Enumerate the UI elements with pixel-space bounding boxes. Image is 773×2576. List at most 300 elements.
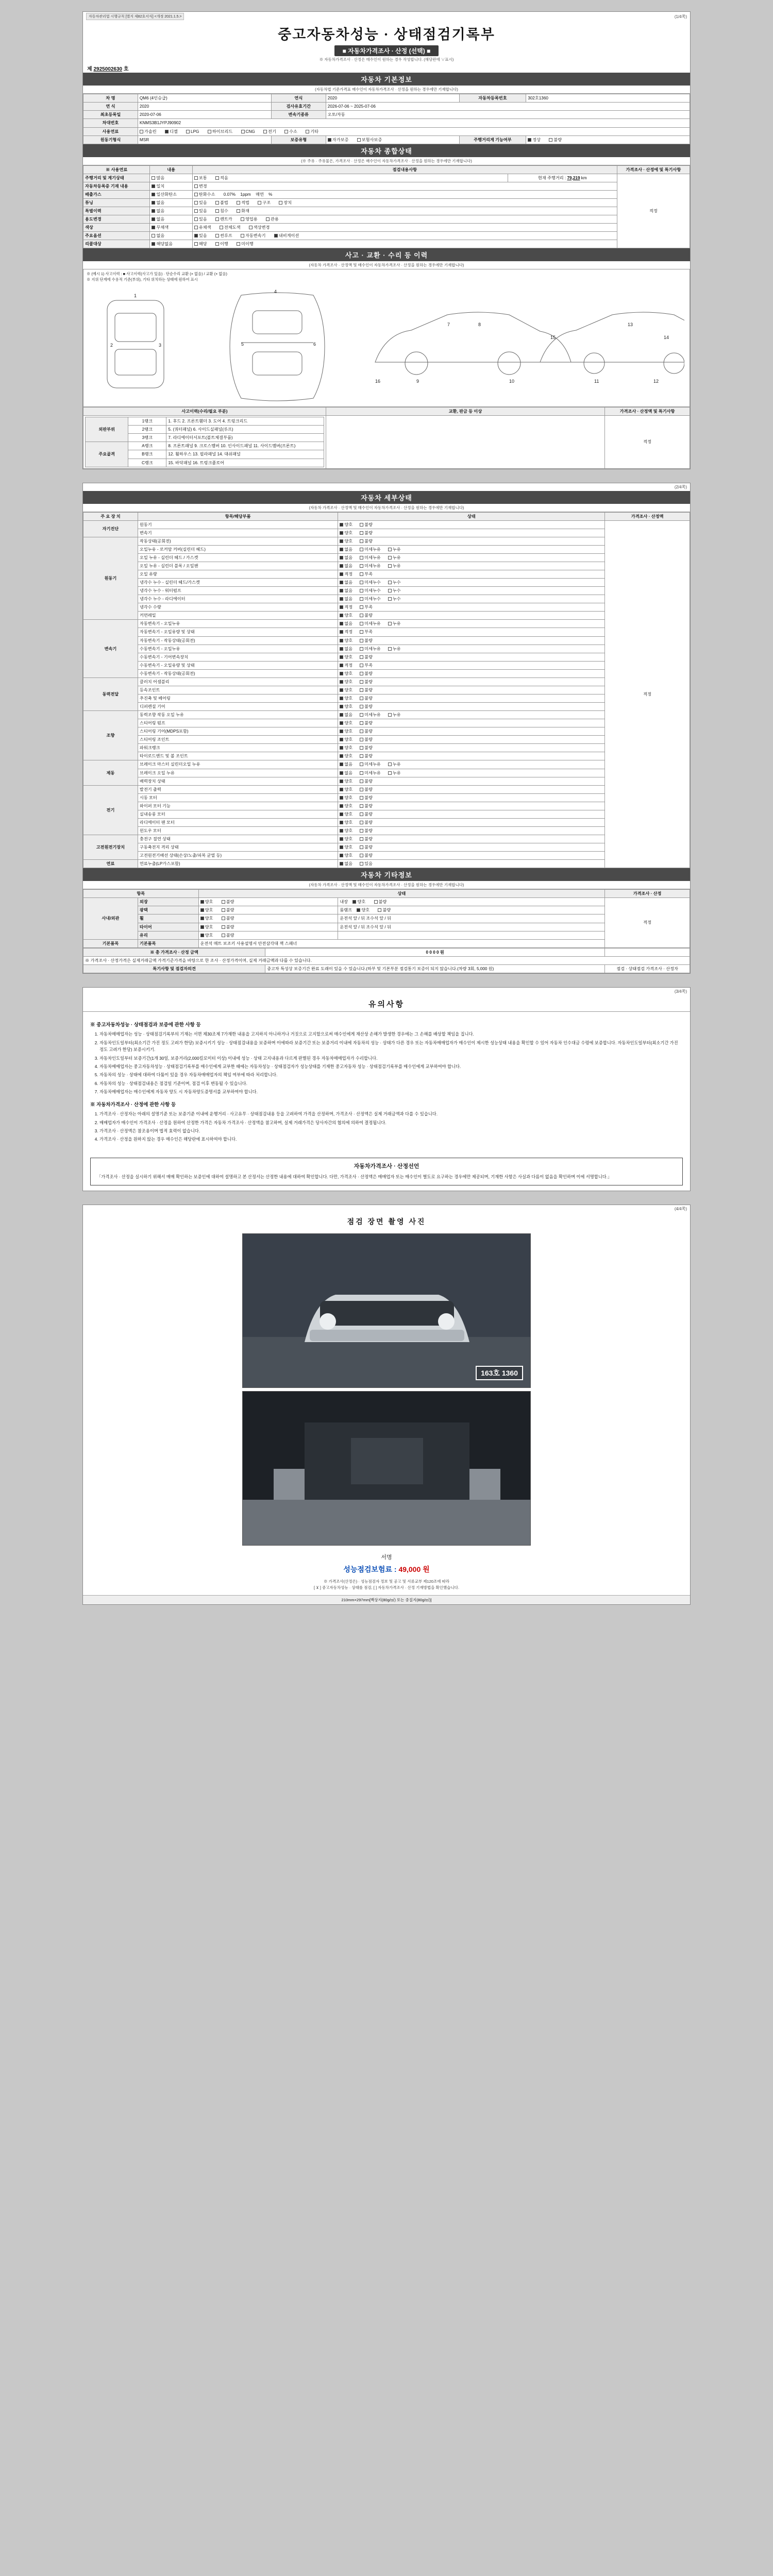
int-opt-1[interactable]: 불량: [374, 900, 391, 904]
detail-item-label: 오일 누유 - 실린더 헤드 / 가스켓: [138, 553, 338, 562]
detail-opt-1[interactable]: 있음: [360, 861, 376, 866]
photo-underbody: [242, 1391, 531, 1546]
detail-item-options[interactable]: [338, 612, 605, 620]
color-full-paint[interactable]: 전체도색: [220, 225, 244, 230]
detail-opt-2[interactable]: 누수: [388, 580, 405, 585]
tuning-structure[interactable]: 구조: [258, 200, 274, 205]
mileage-current-label: 현재 주행거리 :: [537, 175, 566, 180]
detail-item-label: 오일 유량: [138, 570, 338, 579]
overall-reg-opt1[interactable]: [192, 182, 617, 190]
overall-mileage-opts[interactable]: [150, 174, 192, 182]
signature-row: [83, 1549, 690, 1562]
detail-item-options[interactable]: [338, 620, 605, 628]
table-row: [83, 727, 690, 736]
detail-opt-0[interactable]: 양호: [340, 828, 356, 833]
others-int-cell[interactable]: [338, 898, 605, 906]
mileage-opt-0[interactable]: 많음: [152, 176, 168, 180]
detail-opt-0[interactable]: 적정: [340, 663, 356, 668]
detail-item-options[interactable]: [338, 537, 605, 545]
detail-opt-1[interactable]: 불량: [360, 522, 376, 527]
emission-smoke-value: %: [268, 192, 273, 197]
detail-opt-0[interactable]: 양호: [340, 696, 356, 701]
table-row: [83, 906, 690, 914]
detail-group-label: 제동: [83, 760, 138, 785]
others-col-1: 상태: [198, 890, 605, 898]
color-opt-1[interactable]: 유채색: [194, 225, 215, 230]
detail-item-options[interactable]: [338, 860, 605, 868]
overall-mileage-opts2[interactable]: [192, 174, 508, 182]
glass-opt-0[interactable]: 양호: [200, 933, 217, 938]
others-int-label: 내장: [340, 900, 348, 905]
detail-item-options[interactable]: [338, 570, 605, 579]
notice-item: 6. 자동차의 성능 · 상태점검내용은 점검일 기준이며, 점검 이후 변동될 수 있습니다.: [99, 1080, 683, 1087]
basic-fuel-label: 사용연료: [83, 127, 138, 135]
detail-opt-1[interactable]: 불량: [360, 671, 376, 676]
detail-opt-1[interactable]: 불량: [360, 737, 376, 742]
fuel-opt-3[interactable]: 하이브리드: [208, 129, 237, 134]
notice-item: 4. 가격조사 · 산정을 원하지 않는 경우 매수인은 해당란에 표시하여야 합니다.: [99, 1136, 683, 1143]
detail-item-options[interactable]: [338, 777, 605, 785]
detail-opt-0[interactable]: 없음: [340, 762, 356, 767]
table-row: [83, 914, 690, 923]
overall-history-opt0[interactable]: [150, 207, 192, 215]
roomlamp-opt-0[interactable]: 양호: [357, 908, 373, 912]
overall-mileage-value-cell: [508, 174, 617, 182]
wheel-opt-1[interactable]: 불량: [222, 916, 238, 921]
detail-item-options[interactable]: [338, 703, 605, 711]
overall-history-label: 특별이력: [83, 207, 150, 215]
detail-opt-1[interactable]: 불량: [360, 828, 376, 833]
glass-opt-1[interactable]: 불량: [222, 933, 238, 938]
detail-opt-1[interactable]: 미세누유: [360, 555, 384, 560]
recall-opt-1[interactable]: 해당: [194, 242, 211, 246]
detail-item-options[interactable]: [338, 711, 605, 719]
overall-history-rest[interactable]: [192, 207, 617, 215]
detail-item-options[interactable]: [338, 719, 605, 727]
detail-opt-0[interactable]: 양호: [340, 779, 356, 784]
detail-opt-1[interactable]: 불량: [360, 812, 376, 817]
detail-group-label: 동력전달: [83, 677, 138, 710]
detail-opt-1[interactable]: 불량: [360, 820, 376, 825]
basic-warranty-options[interactable]: [326, 135, 459, 144]
detail-opt-1[interactable]: 부족: [360, 663, 376, 668]
detail-opt-1[interactable]: 불량: [360, 680, 376, 684]
recall-notdone[interactable]: 미이행: [237, 242, 257, 246]
polish-opt-0[interactable]: 양호: [200, 908, 217, 912]
detail-item-options[interactable]: [338, 645, 605, 653]
detail-opt-1[interactable]: 부족: [360, 630, 376, 634]
overall-color-opt0[interactable]: [150, 224, 192, 232]
detail-item-options[interactable]: [338, 545, 605, 553]
detail-opt-0[interactable]: 양호: [340, 845, 356, 850]
detail-opt-0[interactable]: 없음: [340, 713, 356, 717]
detail-opt-1[interactable]: 부족: [360, 605, 376, 609]
detail-item-options[interactable]: [338, 595, 605, 603]
detail-opt-0[interactable]: 양호: [340, 704, 356, 709]
detail-opt-2[interactable]: 누유: [388, 771, 405, 775]
detail-opt-2[interactable]: 누수: [388, 597, 405, 601]
usage-rent[interactable]: 렌트카: [215, 217, 236, 222]
detail-opt-1[interactable]: 불량: [360, 804, 376, 808]
detail-item-options[interactable]: [338, 818, 605, 826]
detail-opt-0[interactable]: 양호: [340, 729, 356, 734]
section-others-note: (자동차 가격조사 · 산정액 및 매수인이 자동차가격조사 · 산정을 원하는 경우에만 기재합니다): [83, 881, 690, 889]
detail-item-options[interactable]: [338, 653, 605, 661]
detail-opt-2[interactable]: 누유: [388, 621, 405, 626]
detail-item-options[interactable]: [338, 769, 605, 777]
others-glass-opts[interactable]: [198, 931, 338, 939]
detail-opt-0[interactable]: 없음: [340, 647, 356, 651]
odo-func-opt-1[interactable]: 불량: [549, 138, 565, 142]
detail-item-options[interactable]: [338, 694, 605, 702]
usage-gov[interactable]: 관용: [266, 217, 282, 222]
detail-item-options[interactable]: [338, 587, 605, 595]
table-row: [83, 711, 690, 719]
detail-opt-1[interactable]: 불량: [360, 638, 376, 643]
detail-opt-1[interactable]: 불량: [360, 729, 376, 734]
svg-text:7: 7: [447, 322, 450, 328]
section-overall-note: (※ 주유 · 주유물은, 가격조사 · 산정은 매수인이 자동차가격조사 · 산정을 원하는 경우에만 기재합니다): [83, 157, 690, 165]
detail-opt-0[interactable]: 적정: [340, 572, 356, 577]
overall-tuning-opt0[interactable]: [150, 198, 192, 207]
reg-opt-1[interactable]: 변경: [194, 184, 211, 189]
tuning-device[interactable]: 장치: [279, 200, 295, 205]
detail-item-options[interactable]: [338, 636, 605, 645]
detail-opt-0[interactable]: 양호: [340, 655, 356, 659]
detail-item-label: 파워크랭크: [138, 744, 338, 752]
detail-opt-0[interactable]: 양호: [340, 853, 356, 858]
fuel-opt-4[interactable]: CNG: [241, 129, 259, 134]
detail-opt-0[interactable]: 양호: [340, 531, 356, 535]
detail-opt-1[interactable]: 불량: [360, 613, 376, 618]
detail-item-options[interactable]: [338, 843, 605, 852]
detail-item-options[interactable]: [338, 603, 605, 612]
detail-item-label: 발전기 출력: [138, 785, 338, 793]
basic-fuel-options[interactable]: [138, 127, 690, 135]
accident-detail-1: 1. 후드 2. 프론트휀더 3. 도어 4. 트렁크리드: [166, 417, 324, 426]
declaration-text: 「가격조사 · 산정을 실시하기 위해서 매매 확인하는 보증인에 대하여 설명하고 본 산정서는 산정한 내용에 대하여 확인합니다. 다만, 가격조사 · 산정액은 매매업자 또는 매수인이 별도로 요구하는 경우에만 제공되며, 기재한 사항은 사실과 다름이 없음을 확인하며 이에 서명합니다.」: [97, 1174, 612, 1180]
usage-opt-1[interactable]: 있음: [194, 217, 211, 222]
reg-opt-0[interactable]: 일치: [152, 184, 168, 189]
detail-opt-1[interactable]: 불량: [360, 845, 376, 850]
table-row: [83, 570, 690, 579]
detail-opt-1[interactable]: 불량: [360, 539, 376, 544]
detail-opt-0[interactable]: 없음: [340, 547, 356, 552]
mileage-opt-2[interactable]: 적음: [215, 176, 232, 180]
others-tire-opts[interactable]: [198, 923, 338, 931]
detail-opt-1[interactable]: 불량: [360, 655, 376, 659]
notice-list-2: [90, 1111, 683, 1143]
detail-opt-1[interactable]: 불량: [360, 531, 376, 535]
detail-opt-1[interactable]: 미세누유: [360, 621, 384, 626]
detail-opt-0[interactable]: 양호: [340, 539, 356, 544]
table-row: [83, 810, 690, 818]
overall-col-3: 가격조사 · 산정에 및 특기사항: [617, 165, 690, 174]
photos-footnote: [83, 1579, 690, 1595]
detail-opt-0[interactable]: 양호: [340, 737, 356, 742]
detail-opt-1[interactable]: 불량: [360, 745, 376, 750]
detail-opt-2[interactable]: 누유: [388, 762, 405, 767]
detail-item-label: 커먼레일: [138, 612, 338, 620]
roomlamp-opt-1[interactable]: 불량: [378, 908, 394, 912]
overall-tuning-rest[interactable]: [192, 198, 617, 207]
emission-opt-1[interactable]: 탄화수소: [194, 192, 219, 197]
detail-opt-2[interactable]: 누수: [388, 588, 405, 593]
detail-opt-1[interactable]: 불량: [360, 704, 376, 709]
detail-item-options[interactable]: [338, 628, 605, 636]
detail-item-options[interactable]: [338, 744, 605, 752]
detail-opt-1[interactable]: 미세누유: [360, 647, 384, 651]
color-changed[interactable]: 색상변경: [249, 225, 274, 230]
tire-opt-0[interactable]: 양호: [200, 925, 217, 929]
accident-panel-title: 교환, 판금 등 이상: [326, 408, 604, 416]
detail-item-options[interactable]: [338, 835, 605, 843]
overall-color-rest[interactable]: [192, 224, 617, 232]
detail-opt-0[interactable]: 양호: [340, 787, 356, 792]
detail-opt-0[interactable]: 양호: [340, 688, 356, 692]
fuel-opt-2[interactable]: LPG: [186, 129, 203, 134]
history-flood[interactable]: 침수: [215, 209, 232, 213]
detail-opt-0[interactable]: 없음: [340, 597, 356, 601]
ext-opt-1[interactable]: 불량: [222, 900, 238, 904]
basic-modelyear-label: 연 식: [83, 103, 138, 111]
detail-table: [83, 512, 690, 869]
detail-opt-2[interactable]: 누유: [388, 564, 405, 568]
notice-head-1: ※ 중고자동차성능 · 상태점검과 보증에 관한 사항 등: [90, 1022, 201, 1028]
detail-opt-1[interactable]: 불량: [360, 779, 376, 784]
detail-opt-0[interactable]: 양호: [340, 680, 356, 684]
detail-item-options[interactable]: [338, 852, 605, 860]
table-row: [83, 603, 690, 612]
detail-item-label: 동력조향 작동 오일 누유: [138, 711, 338, 719]
overall-recall-rest[interactable]: [192, 240, 617, 248]
recall-done[interactable]: 이행: [215, 242, 232, 246]
overall-usage-opt0[interactable]: [150, 215, 192, 224]
emission-opt-0[interactable]: 일산화탄소: [152, 192, 180, 197]
detail-item-label: 클러치 어셈블리: [138, 677, 338, 686]
page-4: [82, 1205, 691, 1605]
polish-opt-1[interactable]: 불량: [222, 908, 238, 912]
ext-opt-0[interactable]: 양호: [200, 900, 217, 904]
detail-item-options[interactable]: [338, 520, 605, 529]
detail-opt-1[interactable]: 미세누수: [360, 597, 384, 601]
detail-item-options[interactable]: [338, 686, 605, 694]
warranty-opt-0[interactable]: 자가보증: [328, 138, 352, 142]
accident-rank-3: 3랭크: [128, 434, 166, 442]
detail-item-options[interactable]: [338, 785, 605, 793]
overall-recall-opt0[interactable]: [150, 240, 192, 248]
option-sunroof[interactable]: 썬루프: [215, 233, 236, 238]
detail-group-label: 고전원전기장치: [83, 835, 138, 860]
others-polish-opts[interactable]: [198, 906, 338, 914]
options-opt-0[interactable]: 없음: [152, 233, 168, 238]
detail-opt-1[interactable]: 불량: [360, 787, 376, 792]
special-text: 중고차 특성상 보증기간 완료 도래이 있을 수 있습니다.(하부 및 기본부분 점검통기 보증이 되지 않습니다.(차량 3회, 5,000 원): [265, 964, 605, 973]
others-polish-label: 광택: [138, 906, 198, 914]
svg-text:13: 13: [628, 322, 633, 328]
usage-opt-0[interactable]: 없음: [152, 217, 168, 222]
detail-opt-0[interactable]: 양호: [340, 638, 356, 643]
detail-opt-1[interactable]: 미세누유: [360, 771, 384, 775]
fee-row: [83, 1562, 690, 1579]
others-wheel-opts[interactable]: [198, 914, 338, 923]
detail-opt-1[interactable]: 미세누유: [360, 713, 384, 717]
detail-opt-0[interactable]: 없음: [340, 580, 356, 585]
fuel-opt-6[interactable]: 수소: [284, 129, 301, 134]
page-number-1: (1/4쪽): [674, 14, 687, 19]
detail-opt-0[interactable]: 양호: [340, 671, 356, 676]
overall-emission-label: 배출가스: [83, 190, 150, 198]
tuning-opt-0[interactable]: 없음: [152, 200, 168, 205]
fuel-opt-7[interactable]: 기타: [306, 129, 322, 134]
detail-opt-2[interactable]: 누유: [388, 647, 405, 651]
detail-opt-0[interactable]: 양호: [340, 812, 356, 817]
history-opt-1[interactable]: 있음: [194, 209, 211, 213]
svg-text:2: 2: [110, 343, 113, 348]
color-opt-0[interactable]: 무채색: [152, 225, 172, 230]
table-row: [83, 802, 690, 810]
fuel-opt-1[interactable]: 디젤: [165, 129, 181, 134]
table-row: [83, 653, 690, 661]
detail-opt-0[interactable]: 없음: [340, 564, 356, 568]
detail-opt-1[interactable]: 미세누유: [360, 564, 384, 568]
detail-group-label: 조향: [83, 711, 138, 760]
detail-item-options[interactable]: [338, 553, 605, 562]
overall-options-rest[interactable]: [192, 232, 617, 240]
overall-emission-values[interactable]: [192, 190, 617, 198]
detail-opt-1[interactable]: 부족: [360, 572, 376, 577]
detail-item-label: 배력장치 상태: [138, 777, 338, 785]
detail-opt-0[interactable]: 적정: [340, 605, 356, 609]
history-fire[interactable]: 화재: [237, 209, 253, 213]
emission-smoke-opt: 매연: [256, 192, 264, 197]
overall-options-opt0[interactable]: [150, 232, 192, 240]
detail-item-options[interactable]: [338, 752, 605, 760]
tuning-illegal[interactable]: 불법: [215, 200, 232, 205]
detail-opt-1[interactable]: 미세누수: [360, 580, 384, 585]
mileage-opt-1[interactable]: 보통: [194, 176, 211, 180]
detail-opt-1[interactable]: 미세누유: [360, 547, 384, 552]
others-roomlamp-cell[interactable]: [338, 906, 605, 914]
detail-opt-1[interactable]: 불량: [360, 688, 376, 692]
tuning-legal[interactable]: 적법: [237, 200, 253, 205]
fuel-opt-0[interactable]: 가솔린: [140, 129, 160, 134]
accident-rank-b: B랭크: [128, 450, 166, 459]
detail-opt-1[interactable]: 불량: [360, 754, 376, 758]
history-opt-0[interactable]: 없음: [152, 209, 168, 213]
detail-opt-0[interactable]: 양호: [340, 804, 356, 808]
option-auto-trans[interactable]: 자동변속기: [241, 233, 270, 238]
svg-text:12: 12: [653, 379, 659, 384]
warranty-opt-1[interactable]: 보험사보증: [357, 138, 386, 142]
options-opt-1[interactable]: 있음: [194, 233, 211, 238]
detail-opt-0[interactable]: 양호: [340, 522, 356, 527]
detail-item-options[interactable]: [338, 727, 605, 736]
detail-opt-0[interactable]: 없음: [340, 555, 356, 560]
fuel-opt-5[interactable]: 전기: [263, 129, 280, 134]
detail-opt-0[interactable]: 양호: [340, 745, 356, 750]
others-note-cell: 적정: [605, 898, 690, 947]
overall-emission-opt0[interactable]: [150, 190, 192, 198]
detail-opt-2[interactable]: 누유: [388, 547, 405, 552]
overall-usage-rest[interactable]: [192, 215, 617, 224]
tuning-opt-1[interactable]: 있음: [194, 200, 211, 205]
option-navigation[interactable]: 내비게이션: [274, 233, 303, 238]
car-diagram-canvas: [87, 285, 686, 403]
detail-opt-1[interactable]: 불량: [360, 721, 376, 725]
detail-opt-0[interactable]: 양호: [340, 837, 356, 841]
detail-opt-0[interactable]: 양호: [340, 721, 356, 725]
detail-opt-2[interactable]: 누유: [388, 713, 405, 717]
detail-item-label: 수동변속기 - 기어변속장치: [138, 653, 338, 661]
detail-opt-0[interactable]: 없음: [340, 771, 356, 775]
detail-opt-0[interactable]: 없음: [340, 861, 356, 866]
basic-odometer-func-options[interactable]: [526, 135, 690, 144]
notice-item: 5. 자동차의 성능 · 상태에 대하여 다툼이 있을 경우 자동차매매업자의 책임 여부에 따라 처리합니다.: [99, 1072, 683, 1078]
svg-text:15: 15: [550, 335, 556, 341]
detail-item-options[interactable]: [338, 669, 605, 677]
mileage-unit: km: [581, 175, 587, 180]
others-ext-opts[interactable]: [198, 898, 338, 906]
detail-opt-1[interactable]: 불량: [360, 837, 376, 841]
detail-opt-0[interactable]: 없음: [340, 621, 356, 626]
wheel-opt-0[interactable]: 양호: [200, 916, 217, 921]
document-number-suffix: 호: [123, 66, 129, 73]
detail-item-label: 추진축 및 베어링: [138, 694, 338, 702]
detail-opt-0[interactable]: 양호: [340, 795, 356, 800]
detail-item-options[interactable]: [338, 736, 605, 744]
detail-item-options[interactable]: [338, 793, 605, 802]
tire-opt-1[interactable]: 불량: [222, 925, 238, 929]
basic-warranty-label: 보증유형: [271, 135, 326, 144]
detail-opt-1[interactable]: 불량: [360, 795, 376, 800]
detail-opt-0[interactable]: 양호: [340, 754, 356, 758]
detail-item-label: 시동 모터: [138, 793, 338, 802]
detail-item-options[interactable]: [338, 826, 605, 835]
detail-item-options[interactable]: [338, 579, 605, 587]
detail-opt-1[interactable]: 미세누수: [360, 588, 384, 593]
detail-item-options[interactable]: [338, 760, 605, 769]
detail-item-options[interactable]: [338, 802, 605, 810]
photos-foot-1: ※ 가격조사(산정은) · 성능점검자 정보 및 공고 및 서류교부 제120조에 따라: [324, 1579, 449, 1584]
accident-diagram-area: [83, 269, 690, 407]
detail-opt-1[interactable]: 불량: [360, 853, 376, 858]
detail-opt-1[interactable]: 불량: [360, 696, 376, 701]
detail-item-label: 고전원전기배선 상태(손상/노출/피복 균열 등): [138, 852, 338, 860]
int-opt-0[interactable]: 양호: [352, 900, 369, 904]
overall-reg-opt0[interactable]: [150, 182, 192, 190]
detail-item-label: 브레이크 마스터 실린더오일 누유: [138, 760, 338, 769]
detail-item-options[interactable]: [338, 661, 605, 669]
detail-opt-0[interactable]: 양호: [340, 820, 356, 825]
detail-opt-0[interactable]: 없음: [340, 588, 356, 593]
detail-opt-0[interactable]: 양호: [340, 613, 356, 618]
detail-opt-0[interactable]: 적정: [340, 630, 356, 634]
table-row: [83, 612, 690, 620]
odo-func-opt-0[interactable]: 정상: [528, 138, 544, 142]
detail-opt-2[interactable]: 누유: [388, 555, 405, 560]
detail-item-label: 수동변속기 - 오일유량 및 상태: [138, 661, 338, 669]
detail-item-options[interactable]: [338, 677, 605, 686]
usage-biz[interactable]: 영업용: [241, 217, 261, 222]
table-row: [83, 645, 690, 653]
detail-item-options[interactable]: [338, 529, 605, 537]
detail-opt-1[interactable]: 미세누유: [360, 762, 384, 767]
basic-regno-value: 302호1360: [526, 94, 690, 103]
recall-opt-0[interactable]: 해당없음: [152, 242, 176, 246]
detail-item-options[interactable]: [338, 810, 605, 818]
detail-item-options[interactable]: [338, 562, 605, 570]
